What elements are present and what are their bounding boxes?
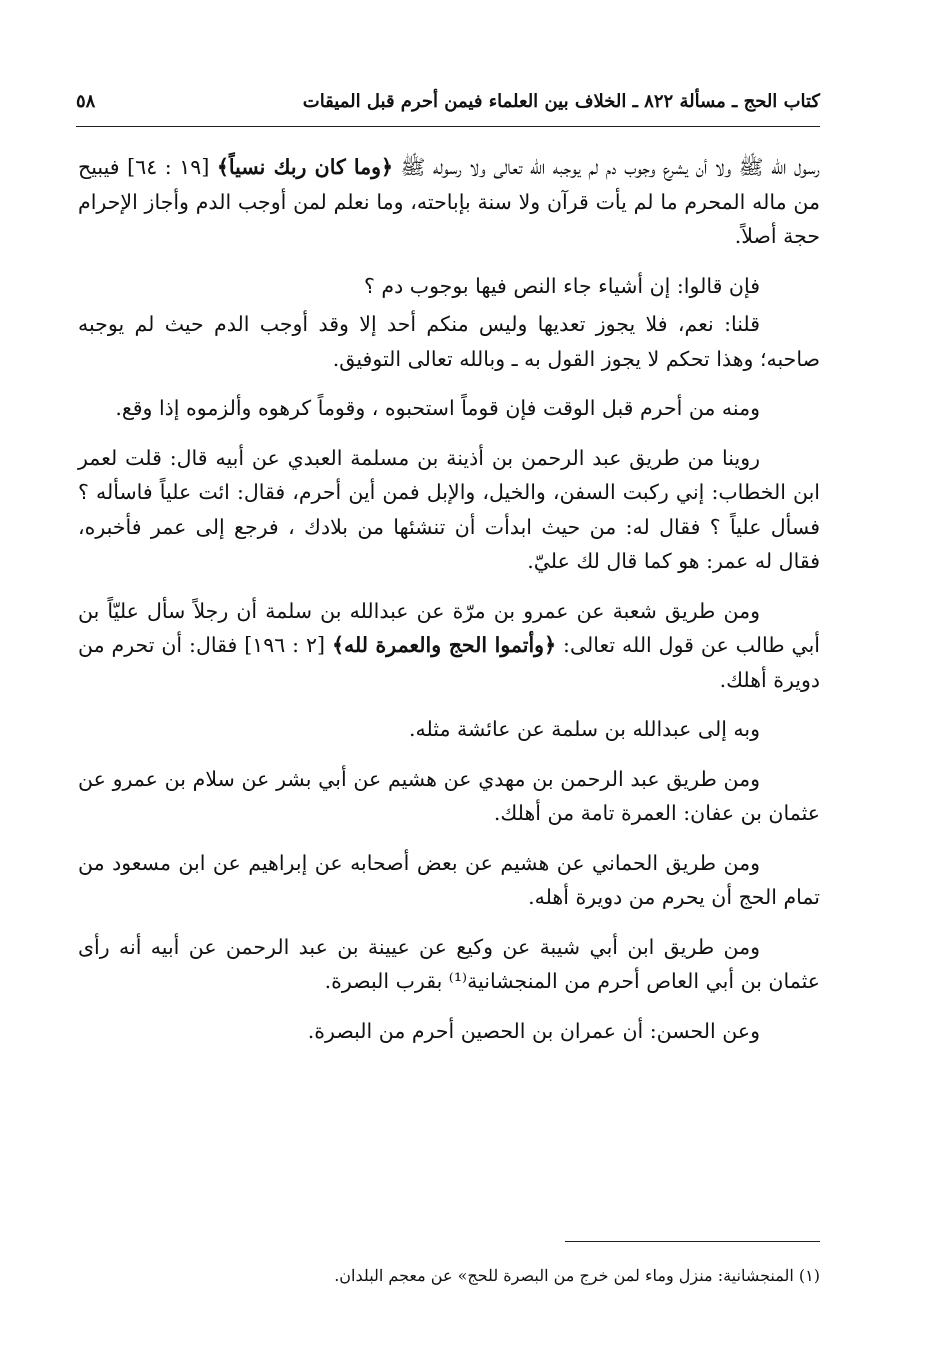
- text-run: [١٩ : ٦٤] فيبيح من ماله المحرم ما لم يأت قرآن ولا سنة بإباحته، وما نعلم لمن أوجب الدم وأجاز الإحرام حجة أصلاً.: [78, 155, 820, 248]
- paragraph: [78, 762, 820, 831]
- paragraph: [78, 1014, 820, 1049]
- running-header: [76, 80, 820, 122]
- paragraph: [78, 391, 820, 426]
- text-run: ومن طريق عبد الرحمن بن مهدي عن هشيم عن أبي بشر عن سلام بن عمرو عن عثمان بن عفان: العمرة تامة من أهلك.: [78, 766, 820, 825]
- text-run: رسول الله ﷺ ولا أن يشرع وجوب دم لم يوجبه الله تعالى ولا رسوله ﷺ: [393, 155, 820, 179]
- quran-quote: ﴿وأتموا الحج والعمرة لله﴾: [331, 633, 557, 657]
- paragraph: [78, 846, 820, 915]
- quran-quote: ﴿وما كان ربك نسياً﴾: [216, 155, 394, 179]
- main-text: [78, 150, 820, 1063]
- paragraph: [78, 150, 820, 254]
- text-run: روينا من طريق عبد الرحمن بن أذينة بن مسلمة العبدي عن أبيه قال: قلت لعمر ابن الخطاب: إني ركبت السفن، والخيل، والإبل فمن أين أحرم، فقال: ائت علياً فاسأله ؟ فسأل علياً ؟ فقال له: من حيث ابدأت أن تنشئها من بلادك ، فرجع إلى عمر فأخبره، فقال له عمر: هو كما قال لك عليّ.: [78, 445, 820, 573]
- text-run: [٢ : ١٩٦] فقال: أن تحرم من دويرة أهلك.: [78, 633, 820, 692]
- text-run: فإن قالوا: إن أشياء جاء النص فيها بوجوب دم ؟: [364, 273, 760, 298]
- footnote-rule: [565, 1241, 820, 1242]
- text-run: قلنا: نعم، فلا يجوز تعديها وليس منكم أحد إلا وقد أوجب الدم حيث لم يوجبه صاحبه؛ وهذا تحكم لا يجوز القول به ـ وبالله تعالى التوفيق.: [78, 312, 820, 371]
- paragraph: [78, 441, 820, 579]
- text-run: ومن طريق شعبة عن عمرو بن مرّة عن عبدالله بن سلمة أن رجلاً سأل عليّاً بن أبي طالب عن قول الله تعالى:: [78, 598, 820, 657]
- text-run: ومن طريق ابن أبي شيبة عن وكيع عن عيينة بن عبد الرحمن عن أبيه أنه رأى عثمان بن أبي العاص أحرم من المنجشانية⁽¹⁾ بقرب البصرة.: [78, 934, 820, 993]
- header-title: كتاب الحج ـ مسألة ٨٢٢ ـ الخلاف بين العلماء فيمن أحرم قبل الميقات: [302, 90, 820, 112]
- paragraph: [78, 269, 820, 304]
- paragraph: [78, 712, 820, 747]
- text-run: ومنه من أحرم قبل الوقت فإن قوماً استحبوه ، وقوماً كرهوه وألزموه إذا وقع.: [115, 396, 760, 420]
- paragraph: [78, 307, 820, 376]
- header-rule: [76, 126, 820, 127]
- paragraph: [78, 594, 820, 698]
- text-run: وبه إلى عبدالله بن سلمة عن عائشة مثله.: [408, 717, 760, 741]
- text-run: ومن طريق الحماني عن هشيم عن بعض أصحابه عن إبراهيم عن ابن مسعود من تمام الحج أن يحرم من دويرة أهله.: [78, 850, 820, 909]
- text-run: وعن الحسن: أن عمران بن الحصين أحرم من البصرة.: [307, 1018, 760, 1043]
- footnote: (١) المنجشانية: منزل وماء لمن خرج من البصرة للحج» عن معجم البلدان.: [334, 1266, 820, 1285]
- page-number: ٥٨: [76, 90, 96, 112]
- paragraph: [78, 930, 820, 999]
